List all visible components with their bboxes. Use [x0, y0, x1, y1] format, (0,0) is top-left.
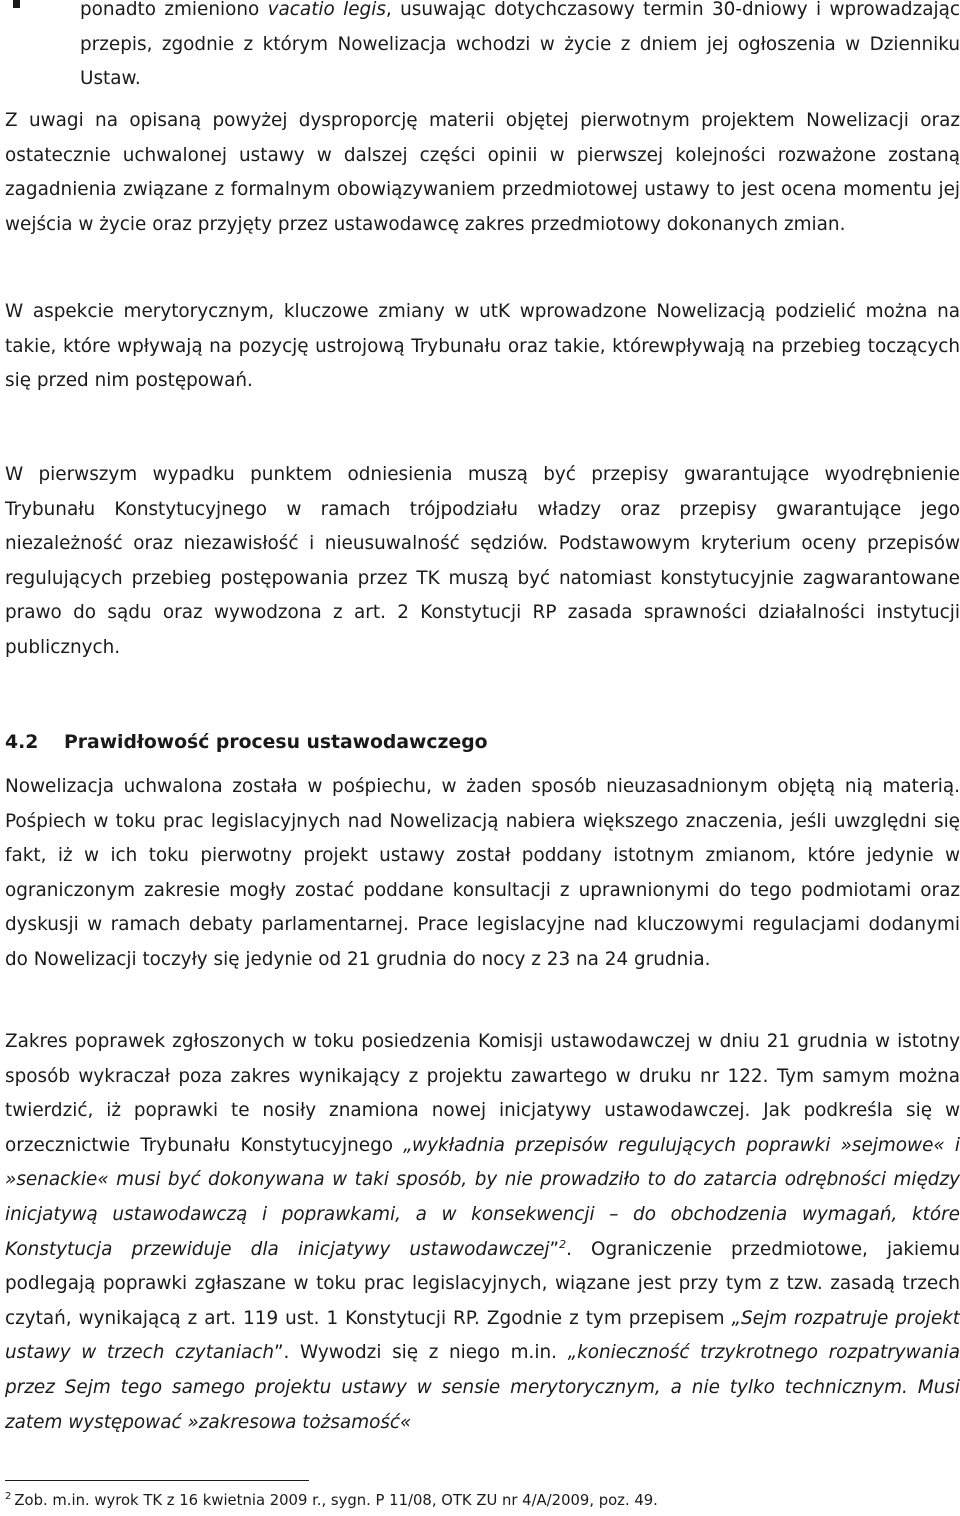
section-number: 4.2: [5, 732, 39, 753]
quote-mark: ”: [549, 1238, 560, 1260]
paragraph-5: [5, 1025, 960, 1440]
footnote-ref[interactable]: 2: [559, 1237, 567, 1251]
section-title: Prawidłowość procesu ustawodawczego: [64, 732, 488, 753]
paragraph-2: W aspekcie merytorycznym, kluczowe zmiany w utK wprowadzone Nowelizacją podzielić można na takie, które wpływają na pozycję ustrojową Trybunału oraz takie, którewpływają na przebieg toczących się przed nim postępowań.: [5, 301, 960, 392]
bullet-text-italic: vacatio legis: [267, 0, 386, 20]
paragraph-3: W pierwszym wypadku punktem odniesienia muszą być przepisy gwarantujące wyodrębnienie Trybunału Konstytucyjnego w ramach trójpodziału władzy oraz przepisy gwarantujące jego niezależność oraz niezawisłość i nieusuwalność sędziów. Podstawowym kryterium oceny przepisów regulujących przebieg postępowania przez TK muszą być natomiast konstytucyjnie zagwarantowane prawo do sądu oraz wywodzona z art. 2 Konstytucji RP zasada sprawności działalności instytucji publicznych.: [5, 464, 960, 658]
paragraph-5-text: Zakres poprawek zgłoszonych w toku posiedzenia Komisji ustawodawczej w dniu 21 grudnia w istotny sposób wykraczał poza zakres wynikający z projektu zawartego w druku nr 122. Tym samym można twierdzić, iż poprawki te nosiły znamiona nowej inicjatywy ustawodawczej. Jak podkreśla się w orzecznictwie Trybunału Konstytucyjnego: [5, 1031, 960, 1156]
bullet-text-part: ponadto zmieniono: [80, 0, 268, 20]
section-heading: [5, 726, 488, 760]
quote-italic: „konieczność trzykrotnego rozpatrywania przez Sejm tego samego projektu ustawy w sensie merytorycznym, a nie tylko technicznym. Musi zatem występować »zakresowa tożsamość«: [5, 1342, 960, 1433]
quote-italic: „wykładnia przepisów regulujących poprawki »sejmowe« i »senackie« musi być dokonywana w taki sposób, by nie prowadziło to do zatarcia odrębności między inicjatywą ustawodawczą i poprawkami, a w konsekwencji – do obchodzenia wymagań, które Konstytucja przewiduje dla inicjatywy ustawodawczej: [5, 1134, 960, 1260]
paragraph-5-text: ”. Wywodzi się z niego m.in.: [273, 1342, 568, 1364]
paragraph-5-text: . Ograniczenie przedmiotowe, jakiemu podlegają poprawki zgłaszane w toku prac legislacyjnych, wiązane jest przy tym z tzw. zasadą trzech czytań, wynikającą z art. 119 ust. 1 Konstytucji RP. Zgodnie z tym przepisem: [5, 1238, 960, 1329]
quote-italic: „Sejm rozpatruje projekt ustawy w trzech czytaniach: [5, 1307, 960, 1364]
paragraph-4: Nowelizacja uchwalona została w pośpiechu, w żaden sposób nieuzasadnionym objętą nią materią. Pośpiech w toku prac legislacyjnych nad Nowelizacją nabiera większego znaczenia, jeśli uwzględni się fakt, iż w ich toku pierwotny projekt ustawy został poddany istotnym zmianom, które jedynie w ograniczonym zakresie mogły zostać poddane konsultacji z uprawnionymi do tego podmiotami oraz dyskusji w ramach debaty parlamentarnej. Prace legislacyjne nad kluczowymi regulacjami dodanymi do Nowelizacji toczyły się jedynie od 21 grudnia do nocy z 23 na 24 grudnia.: [5, 776, 960, 970]
footnote-text: Zob. m.in. wyrok TK z 16 kwietnia 2009 r., sygn. P 11/08, OTK ZU nr 4/A/2009, poz. 49.: [14, 1492, 658, 1509]
paragraph-1: Z uwagi na opisaną powyżej dysproporcję materii objętej pierwotnym projektem Nowelizacji oraz ostatecznie uchwalonej ustawy w dalszej części opinii w pierwszej kolejności rozważone zostaną zagadnienia związane z formalnym obowiązywaniem przedmiotowej ustawy to jest ocena momentu jej wejścia w życie oraz przyjęty przez ustawodawcę zakres przedmiotowy dokonanych zmian.: [5, 110, 960, 235]
square-bullet-icon: [13, 0, 20, 8]
footnote-separator: [5, 1480, 309, 1481]
footnote: [5, 1488, 658, 1516]
footnote-number: 2: [5, 1491, 12, 1502]
bullet-text-part: , usuwając dotychczasowy termin 30-dniowy i wprowadzając przepis, zgodnie z którym Nowelizacja wchodzi w życie z dniem jej ogłoszenia w Dzienniku Ustaw.: [80, 0, 960, 90]
bullet-text: [80, 0, 960, 97]
